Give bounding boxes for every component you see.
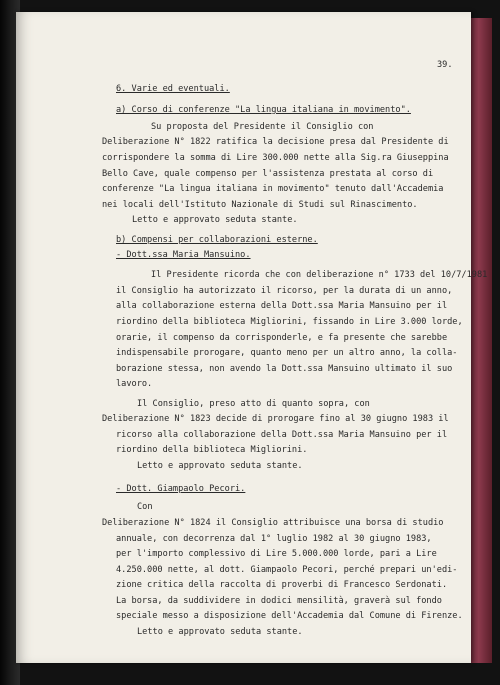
section-a-title: a) Corso di conferenze "La lingua italiana in movimento". bbox=[116, 105, 411, 115]
paragraph-line: indispensabile prorogare, quanto meno per un altro anno, la colla- bbox=[116, 348, 458, 358]
paragraph-line: orarie, il compenso da corrisponderle, e fa presente che sarebbe bbox=[116, 333, 448, 343]
paragraph-line: annuale, con decorrenza dal 1° luglio 1982 al 30 giugno 1983, bbox=[116, 534, 432, 544]
paragraph-line: Il Consiglio, preso atto di quanto sopra, con bbox=[137, 399, 370, 409]
paragraph-line: Deliberazione N° 1824 il Consiglio attribuisce una borsa di studio bbox=[102, 518, 444, 528]
section-a-line: Letto e approvato seduta stante. bbox=[132, 215, 298, 225]
paragraph-line: Il Presidente ricorda che con deliberazione n° 1733 del 10/7/1981 bbox=[151, 270, 488, 280]
paragraph-line: Deliberazione N° 1823 decide di prorogare fino al 30 giugno 1983 il bbox=[102, 414, 449, 424]
paragraph-line: Letto e approvato seduta stante. bbox=[137, 461, 303, 471]
book-cover-edge bbox=[470, 18, 492, 663]
paragraph-line: borazione stessa, non avendo la Dott.ssa Mansuino ultimato il suo bbox=[116, 364, 453, 374]
paragraph-line: ricorso alla collaborazione della Dott.ssa Maria Mansuino per il bbox=[116, 430, 448, 440]
section-a-line: Su proposta del Presidente il Consiglio con bbox=[151, 122, 374, 132]
page-number: 39. bbox=[437, 60, 453, 70]
section-a-line: nei locali dell'Istituto Nazionale di Studi sul Rinascimento. bbox=[102, 200, 418, 210]
section-a-line: Deliberazione N° 1822 ratifica la decisione presa dal Presidente di bbox=[102, 137, 449, 147]
paragraph-line: riordino della biblioteca Migliorini, fissando in Lire 3.000 lorde, bbox=[116, 317, 463, 327]
section-a-line: corrispondere la somma di Lire 300.000 nette alla Sig.ra Giuseppina bbox=[102, 153, 449, 163]
paragraph-line: il Consiglio ha autorizzato il ricorso, per la durata di un anno, bbox=[116, 286, 453, 296]
paragraph-line: Con bbox=[137, 502, 153, 512]
section-a-line: Bello Cave, quale compenso per l'assistenza prestata al corso di bbox=[102, 169, 434, 179]
paragraph-line: 4.250.000 nette, al dott. Giampaolo Pecori, perché prepari un'edi- bbox=[116, 565, 458, 575]
paragraph-line: Letto e approvato seduta stante. bbox=[137, 627, 303, 637]
person-pecori-heading: - Dott. Giampaolo Pecori. bbox=[116, 484, 246, 494]
document-page bbox=[16, 12, 488, 663]
paragraph-line: per l'importo complessivo di Lire 5.000.000 lorde, pari a Lire bbox=[116, 549, 437, 559]
section-b-title: b) Compensi per collaborazioni esterne. bbox=[116, 235, 318, 245]
person-mansuino-heading: - Dott.ssa Maria Mansuino. bbox=[116, 250, 251, 260]
paragraph-line: speciale messo a disposizione dell'Accademia dal Comune di Firenze. bbox=[116, 611, 463, 621]
paragraph-line: lavoro. bbox=[116, 379, 153, 389]
paragraph-line: riordino della biblioteca Migliorini. bbox=[116, 445, 308, 455]
section-heading: 6. Varie ed eventuali. bbox=[116, 84, 230, 94]
section-a-line: conferenze "La lingua italiana in movimento" tenuto dall'Accademia bbox=[102, 184, 444, 194]
paragraph-line: zione critica della raccolta di proverbi di Francesco Serdonati. bbox=[116, 580, 448, 590]
paragraph-line: alla collaborazione esterna della Dott.ssa Maria Mansuino per il bbox=[116, 301, 448, 311]
paragraph-line: La borsa, da suddividere in dodici mensilità, graverà sul fondo bbox=[116, 596, 442, 606]
